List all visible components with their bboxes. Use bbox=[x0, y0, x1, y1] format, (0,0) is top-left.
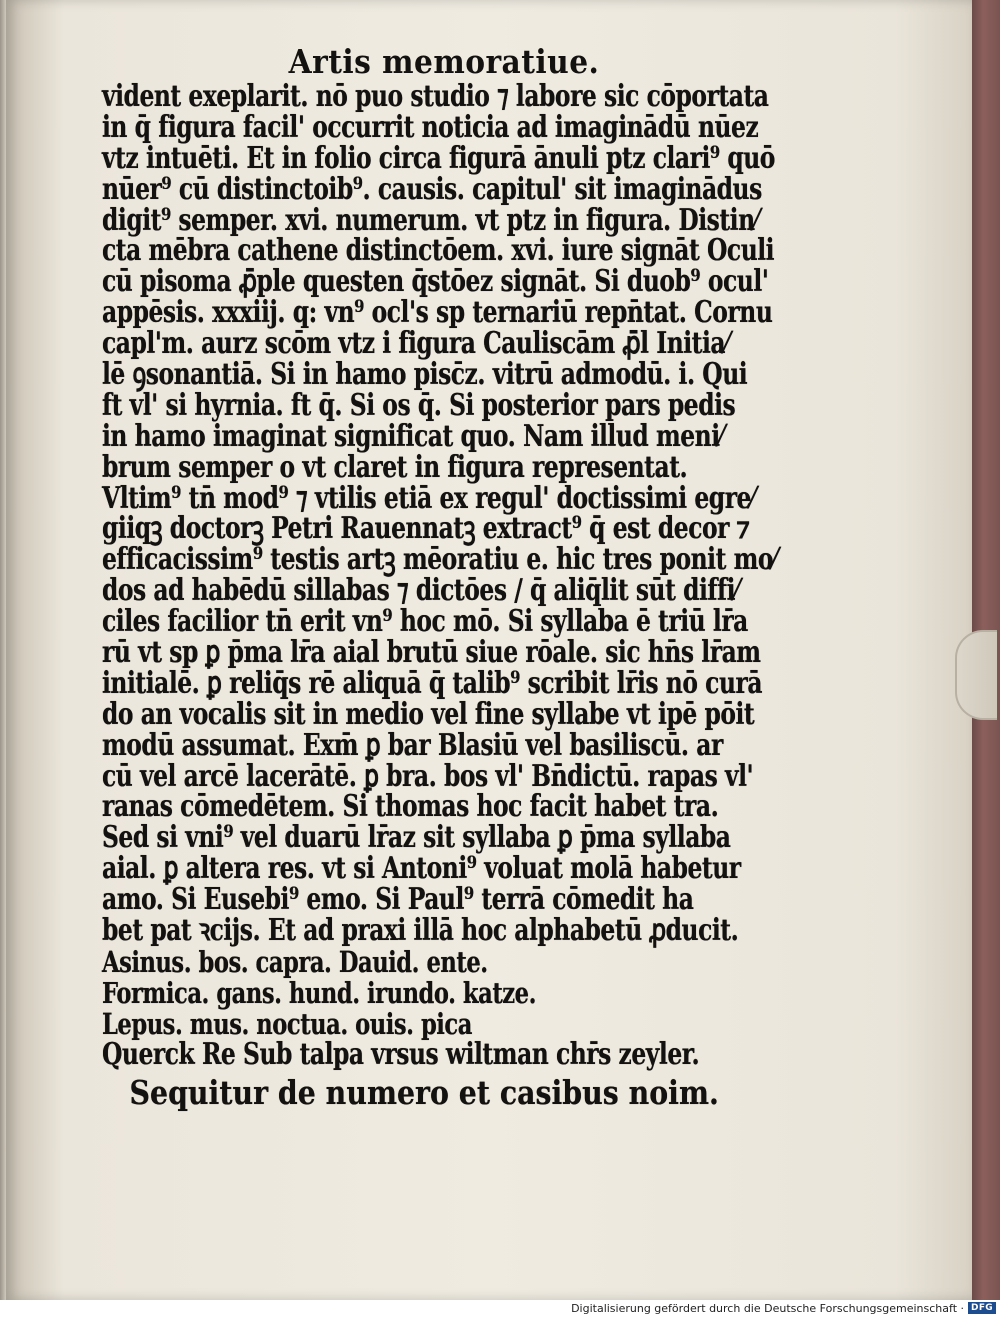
text-line: dos ad habēdū sillabas ⁊ dictōes / q̄ aliq̄lit sūt diffi⁄ bbox=[102, 573, 739, 609]
section-heading: Sequitur de numero et casibus noim. bbox=[129, 1072, 719, 1112]
text-line: initialē. ꝑ reliq̄s rē aliquā q̄ talib⁹ scribit lr̄is nō curā bbox=[102, 665, 763, 701]
text-line: cta mēbra cathene distinctōem. xvi. iure signāt Oculi bbox=[102, 233, 775, 269]
book-page bbox=[6, 0, 972, 1300]
text-line: Querck Re Sub talpa vrsus wiltman chr̄s zeyler. bbox=[102, 1036, 700, 1072]
text-line: aial. ꝑ altera res. vt si Antoni⁹ voluat molā habetur bbox=[102, 851, 741, 887]
page-tab-marker bbox=[955, 630, 997, 720]
text-line: Lepus. mus. noctua. ouis. pica bbox=[102, 1006, 472, 1041]
text-line: capl'm. aurz scōm vtz i figura Cauliscām ꝓ̄l Initia⁄ bbox=[102, 326, 729, 362]
text-line: brum semper o vt claret in figura representat. bbox=[102, 449, 688, 485]
running-head: Artis memoratiue. bbox=[288, 42, 600, 81]
text-line: ranas cōmedētem. Si thomas hoc facit habet tra. bbox=[102, 789, 719, 825]
text-line: rū vt sp ꝑ p̄ma lr̄a aial brutū siue rōale. sic hn̄s lr̄am bbox=[102, 635, 761, 671]
text-line: Formica. gans. hund. irundo. katze. bbox=[102, 975, 537, 1010]
footer-bar bbox=[0, 1300, 1000, 1317]
text-line: bet pat ꝛcijs. Et ad praxi illā hoc alphabetū ꝓducit. bbox=[102, 913, 739, 949]
text-line: giiqꝫ doctorꝫ Petri Rauennatꝫ extract⁹ q̄ est decor ⁊ bbox=[102, 511, 750, 547]
text-line: appēsis. xxxiij. q: vn⁹ ocl's sp ternariū repn̄tat. Cornu bbox=[102, 295, 773, 331]
text-block bbox=[102, 40, 782, 1113]
text-line: ft vl' si hyrnia. ft q̄. Si os q̄. Si posterior pars pedis bbox=[102, 387, 736, 423]
text-line: Asinus. bos. capra. Dauid. ente. bbox=[102, 944, 488, 979]
text-line: cū vel arcē lacerātē. ꝑ bra. bos vl' Bn̄dictū. rapas vl' bbox=[102, 758, 754, 794]
text-line: Sed si vni⁹ vel duarū lr̄az sit syllaba ꝑ p̄ma syllaba bbox=[102, 820, 731, 856]
funding-notice: Digitalisierung gefördert durch die Deutsche Forschungsgemeinschaft · bbox=[571, 1302, 964, 1315]
text-line: Vltim⁹ tn̄ mod⁹ ⁊ vtilis etiā ex regul' doctissimi egre⁄ bbox=[102, 480, 755, 516]
text-line: efficacissim⁹ testis artꝫ mēoratiu e. hic tres ponit mo⁄ bbox=[102, 542, 777, 578]
dfg-logo-icon: DFG bbox=[968, 1302, 996, 1314]
text-line: modū assumat. Exm̄ ꝑ bar Blasiū vel basiliscū. ar bbox=[102, 727, 723, 763]
text-line: in q̄ figura facil' occurrit noticia ad imaginādū nūez bbox=[102, 109, 759, 145]
text-line: vident exeplarit. nō puo studio ⁊ labore sic cōportata bbox=[102, 79, 769, 114]
text-line: lē ꝯsonantiā. Si in hamo pisc̄z. vitrū admodū. i. Qui bbox=[102, 357, 748, 393]
text-line: cū pisoma ꝓ̄ple questen q̄stōez signāt. Si duob⁹ ocul' bbox=[102, 264, 769, 300]
body-text bbox=[102, 79, 782, 1072]
text-line: nūer⁹ cū distinctoib⁹. causis. capitul' sit imaginādus bbox=[102, 171, 762, 207]
text-line: vtz intuēti. Et in folio circa figurā ānuli ptz clari⁹ quō bbox=[102, 140, 775, 176]
text-line: ciles facilior tn̄ erit vn⁹ hoc mō. Si syllaba ē triū lr̄a bbox=[102, 604, 748, 640]
text-line: digit⁹ semper. xvi. numerum. vt ptz in figura. Distin⁄ bbox=[102, 202, 759, 238]
text-line: do an vocalis sit in medio vel fine syllabe vt ipē pōit bbox=[102, 696, 755, 732]
text-line: amo. Si Eusebi⁹ emo. Si Paul⁹ terrā cōmedit ha bbox=[102, 882, 694, 918]
text-line: in hamo imaginat significat quo. Nam illud meni⁄ bbox=[102, 418, 724, 454]
